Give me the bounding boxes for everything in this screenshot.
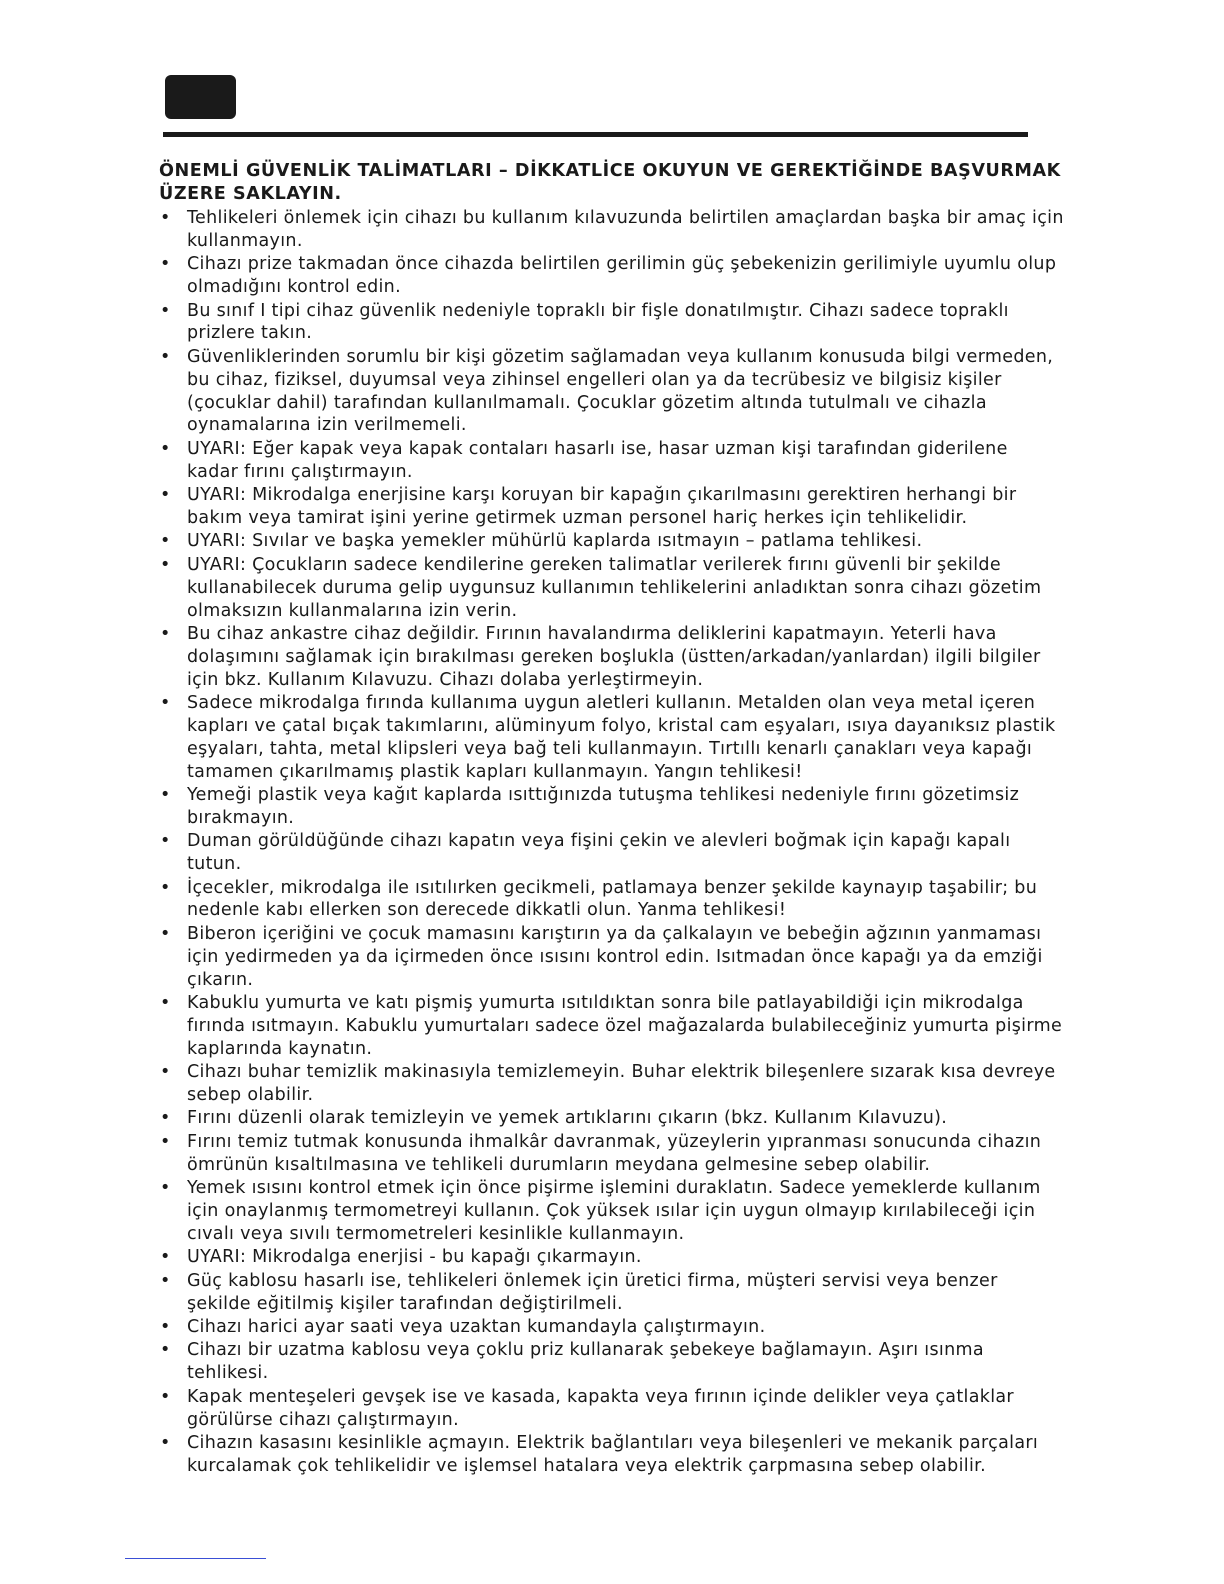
safety-item (159, 253, 1064, 299)
safety-item (159, 530, 1064, 553)
bullet-icon: • (160, 1178, 171, 1199)
safety-item-text: Yemek ısısını kontrol etmek için önce pişirme işlemini duraklatın. Sadece yemeklerde kullanım için onaylanmış termometreyi kullanın. Çok yüksek ısılar için uygun olmayıp kırılabileceği için cıvalı veya sıvılı termometreleri kesinlikle kullanmayın. (187, 1178, 1041, 1244)
safety-item (159, 923, 1064, 992)
safety-item-text: Cihazı harici ayar saati veya uzaktan kumandayla çalıştırmayın. (187, 1316, 766, 1337)
bullet-icon: • (160, 554, 171, 575)
bullet-icon: • (160, 1062, 171, 1083)
safety-item (159, 623, 1064, 692)
safety-item (159, 300, 1064, 346)
safety-item (159, 992, 1064, 1061)
safety-item (159, 1432, 1064, 1478)
bullet-icon: • (160, 438, 171, 459)
safety-item-text: Güvenliklerinden sorumlu bir kişi gözetim sağlamadan veya kullanım konusuda bilgi vermeden, bu cihaz, fiziksel, duyumsal veya zihinsel engelleri olan ya da tecrübesiz ve bilgisiz kişiler (çocuklar dahil) tarafından kullanılmamalı. Çocuklar gözetim altında tutulmalı ve cihazla oynamalarına izin verilmemeli. (187, 346, 1054, 436)
safety-item (159, 1386, 1064, 1432)
bullet-icon: • (160, 531, 171, 552)
safety-item-text: Biberon içeriğini ve çocuk mamasını karıştırın ya da çalkalayın ve bebeğin ağzının yanmaması için yedirmeden ya da içirmeden önce ısısını kontrol edin. Isıtmadan önce kapağı ya da emziği çıkarın. (187, 923, 1043, 990)
safety-item (159, 346, 1064, 437)
footer-rule (125, 1558, 266, 1559)
bullet-icon: • (160, 485, 171, 506)
safety-item-text: UYARI: Sıvılar ve başka yemekler mühürlü kaplarda ısıtmayın – patlama tehlikesi. (187, 531, 923, 552)
safety-item-text: Cihazı bir uzatma kablosu veya çoklu priz kullanarak şebekeye bağlamayın. Aşırı ısınma tehlikesi. (187, 1340, 984, 1384)
bullet-icon: • (160, 623, 171, 644)
safety-item-text: Bu cihaz ankastre cihaz değildir. Fırının havalandırma deliklerini kapatmayın. Yeterli hava dolaşımını sağlamak için bırakılması gereken boşlukla (üstten/arkadan/yanlardan) ilgili bilgiler için bkz. Kullanım Kılavuzu. Cihazı dolaba yerleştirmeyin. (187, 623, 1041, 690)
bullet-icon: • (160, 923, 171, 944)
safety-item-text: Fırını temiz tutmak konusunda ihmalkâr davranmak, yüzeylerin yıpranması sonucunda cihazın ömrünün kısaltılmasına ve tehlikeli durumların meydana gelmesine sebep olabilir. (187, 1131, 1042, 1175)
safety-item (159, 1270, 1064, 1316)
safety-item (159, 438, 1064, 484)
safety-item (159, 1316, 1064, 1339)
safety-item-text: Kapak menteşeleri gevşek ise ve kasada, kapakta veya fırının içinde delikler veya çatlaklar görülürse cihazı çalıştırmayın. (187, 1386, 1014, 1430)
safety-item (159, 1246, 1064, 1269)
bullet-icon: • (160, 346, 171, 367)
safety-item-text: UYARI: Çocukların sadece kendilerine gereken talimatlar verilerek fırını güvenli bir şekilde kullanabilecek duruma gelip uygunsuz kullanımın tehlikelerini anladıktan sonra cihazı gözetim olmaksızın kullanmalarına izin verin. (187, 554, 1042, 621)
bullet-icon: • (160, 1270, 171, 1291)
bullet-icon: • (160, 693, 171, 714)
safety-item (159, 484, 1064, 530)
bullet-icon: • (160, 1247, 171, 1268)
safety-item-text: Tehlikeleri önlemek için cihazı bu kullanım kılavuzunda belirtilen amaçlardan başka bir amaç için kullanmayın. (187, 208, 1064, 251)
safety-heading: ÖNEMLİ GÜVENLİK TALİMATLARI – DİKKATLİCE OKUYUN VE GEREKTİĞİNDE BAŞVURMAK ÜZERE SAKLAYIN. (159, 161, 1061, 204)
safety-item-text: Cihazın kasasını kesinlikle açmayın. Elektrik bağlantıları veya bileşenleri ve mekanik parçaları kurcalamak çok tehlikelidir ve işlemsel hatalara veya elektrik çarpmasına sebep olabilir. (187, 1432, 1039, 1476)
safety-item (159, 1061, 1064, 1107)
safety-item-text: Fırını düzenli olarak temizleyin ve yemek artıklarını çıkarın (bkz. Kullanım Kılavuzu). (187, 1108, 948, 1129)
bullet-icon: • (160, 208, 171, 228)
safety-item (159, 1107, 1064, 1130)
safety-list (159, 207, 1064, 1478)
safety-item-text: Sadece mikrodalga fırında kullanıma uygun aletleri kullanın. Metalden olan veya metal içeren kapları ve çatal bıçak takımlarını, alüminyum folyo, kristal cam eşyaları, ısıya dayanıksız plastik eşyaları, tahta, metal klipsleri veya bağ teli kullanmayın. Tırtıllı kenarlı çanakları veya kapağı tamamen çıkarılmamış plastik kapları kullanmayın. Yangın tehlikesi! (187, 693, 1056, 782)
bullet-icon: • (160, 831, 171, 852)
safety-item-text: Cihazı prize takmadan önce cihazda belirtilen gerilimin güç şebekenizin gerilimiyle uyumlu olup olmadığını kontrol edin. (187, 254, 1057, 298)
bullet-icon: • (160, 993, 171, 1013)
safety-item (159, 1339, 1064, 1385)
safety-item (159, 877, 1064, 923)
language-tab (165, 75, 236, 119)
bullet-icon: • (160, 877, 171, 898)
safety-item (159, 207, 1064, 253)
safety-item-text: Bu sınıf I tipi cihaz güvenlik nedeniyle topraklı bir fişle donatılmıştır. Cihazı sadece topraklı prizlere takın. (187, 300, 1009, 344)
header-rule (163, 132, 1028, 137)
bullet-icon: • (160, 1432, 171, 1453)
bullet-icon: • (160, 254, 171, 275)
safety-item-text: Güç kablosu hasarlı ise, tehlikeleri önlemek için üretici firma, müşteri servisi veya benzer şekilde eğitilmiş kişiler tarafından değiştirilmeli. (187, 1270, 998, 1314)
safety-item-text: Yemeği plastik veya kağıt kaplarda ısıttığınızda tutuşma tehlikesi nedeniyle fırını gözetimsiz bırakmayın. (187, 785, 1020, 828)
safety-item-text: Cihazı buhar temizlik makinasıyla temizlemeyin. Buhar elektrik bileşenlere sızarak kısa devreye sebep olabilir. (187, 1062, 1056, 1105)
safety-item (159, 784, 1064, 830)
safety-item (159, 830, 1064, 876)
safety-item-text: UYARI: Mikrodalga enerjisine karşı koruyan bir kapağın çıkarılmasını gerektiren herhangi bir bakım veya tamirat işini yerine getirmek uzman personel hariç herkes için tehlikelidir. (187, 485, 1017, 528)
bullet-icon: • (160, 300, 171, 321)
bullet-icon: • (160, 1108, 171, 1129)
safety-item-text: UYARI: Eğer kapak veya kapak contaları hasarlı ise, hasar uzman kişi tarafından giderilene kadar fırını çalıştırmayın. (187, 438, 1008, 482)
safety-item (159, 1177, 1064, 1246)
safety-item-text: Kabuklu yumurta ve katı pişmiş yumurta ısıtıldıktan sonra bile patlayabildiği için mikrodalga fırında ısıtmayın. Kabuklu yumurtaları sadece özel mağazalarda bulabileceğiniz yumurta pişirme kaplarında kaynatın. (187, 993, 1063, 1059)
bullet-icon: • (160, 1316, 171, 1337)
bullet-icon: • (160, 1386, 171, 1407)
safety-item (159, 554, 1064, 623)
safety-item (159, 1131, 1064, 1177)
safety-item-text: Duman görüldüğünde cihazı kapatın veya fişini çekin ve alevleri boğmak için kapağı kapalı tutun. (187, 831, 1011, 875)
safety-instructions (159, 160, 1064, 1478)
safety-item-text: İçecekler, mikrodalga ile ısıtılırken gecikmeli, patlamaya benzer şekilde kaynayıp taşabilir; bu nedenle kabı ellerken son derecede dikkatli olun. Yanma tehlikesi! (187, 877, 1038, 921)
bullet-icon: • (160, 1131, 171, 1152)
safety-item (159, 692, 1064, 783)
safety-item-text: UYARI: Mikrodalga enerjisi - bu kapağı çıkarmayın. (187, 1247, 642, 1268)
bullet-icon: • (160, 785, 171, 806)
bullet-icon: • (160, 1340, 171, 1361)
